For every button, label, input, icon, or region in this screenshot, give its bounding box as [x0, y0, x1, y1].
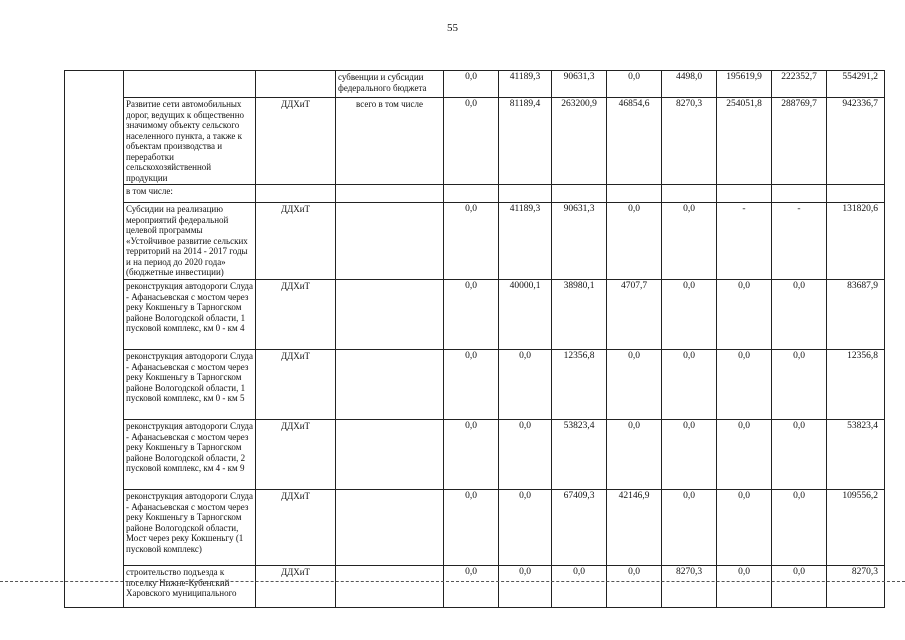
value-cell: 0,0: [772, 420, 827, 490]
value-cell: 0,0: [772, 566, 827, 608]
value-cell: 0,0: [499, 566, 552, 608]
value-cell: -: [772, 203, 827, 280]
description-cell: реконструкция автодороги Слуда - Афанасьевская с мостом через реку Кокшеньгу в Тарногском районе Вологодской области, 1 пусковой комплекс, км 0 - км 4: [124, 280, 256, 350]
value-cell: 4498,0: [662, 71, 717, 98]
value-cell: 0,0: [662, 420, 717, 490]
value-cell: 41189,3: [499, 203, 552, 280]
value-cell: 0,0: [717, 490, 772, 566]
description-cell: Развитие сети автомобильных дорог, ведущих к общественно значимому объекту сельского населенного пункта, а также к объектам производства и переработки сельскохозяйственной продукции: [124, 98, 256, 185]
value-cell: 0,0: [444, 420, 499, 490]
value-cell: 0,0: [717, 566, 772, 608]
funding-source-cell: субвенции и субсидии федерального бюджета: [336, 71, 444, 98]
value-cell: 0,0: [662, 350, 717, 420]
total-value-cell: [827, 185, 885, 203]
value-cell: -: [717, 203, 772, 280]
total-value-cell: 8270,3: [827, 566, 885, 608]
table-row: [65, 490, 885, 566]
value-cell: 0,0: [499, 420, 552, 490]
table-row: [65, 280, 885, 350]
funding-source-cell: [336, 280, 444, 350]
page-bottom-dashed-line: [0, 581, 905, 582]
value-cell: 222352,7: [772, 71, 827, 98]
table-row: [65, 203, 885, 280]
value-cell: 0,0: [607, 566, 662, 608]
value-cell: 0,0: [552, 566, 607, 608]
organization-cell: [256, 185, 336, 203]
table-row: [65, 98, 885, 185]
value-cell: [552, 185, 607, 203]
value-cell: 0,0: [772, 350, 827, 420]
table-row: [65, 185, 885, 203]
page-number: 55: [447, 22, 458, 34]
value-cell: 12356,8: [552, 350, 607, 420]
value-cell: [499, 185, 552, 203]
value-cell: 42146,9: [607, 490, 662, 566]
value-cell: [772, 185, 827, 203]
organization-cell: ДДХиТ: [256, 98, 336, 185]
organization-cell: ДДХиТ: [256, 203, 336, 280]
organization-cell: ДДХиТ: [256, 420, 336, 490]
value-cell: 90631,3: [552, 203, 607, 280]
value-cell: 0,0: [662, 280, 717, 350]
organization-cell: ДДХиТ: [256, 350, 336, 420]
value-cell: [444, 185, 499, 203]
funding-source-cell: [336, 203, 444, 280]
total-value-cell: 12356,8: [827, 350, 885, 420]
table-row: [65, 350, 885, 420]
total-value-cell: 942336,7: [827, 98, 885, 185]
value-cell: 53823,4: [552, 420, 607, 490]
value-cell: 81189,4: [499, 98, 552, 185]
value-cell: 8270,3: [662, 98, 717, 185]
value-cell: [607, 185, 662, 203]
value-cell: 0,0: [607, 420, 662, 490]
total-value-cell: 131820,6: [827, 203, 885, 280]
description-cell: реконструкция автодороги Слуда - Афанасьевская с мостом через реку Кокшеньгу в Тарногском районе Вологодской области, 1 пусковой комплекс, км 0 - км 5: [124, 350, 256, 420]
table-row: [65, 420, 885, 490]
value-cell: [717, 185, 772, 203]
organization-cell: [256, 71, 336, 98]
funding-source-cell: [336, 185, 444, 203]
total-value-cell: 83687,9: [827, 280, 885, 350]
value-cell: [662, 185, 717, 203]
funding-source-cell: всего в том числе: [336, 98, 444, 185]
value-cell: 0,0: [444, 490, 499, 566]
value-cell: 0,0: [499, 490, 552, 566]
total-value-cell: 109556,2: [827, 490, 885, 566]
value-cell: 67409,3: [552, 490, 607, 566]
value-cell: 90631,3: [552, 71, 607, 98]
organization-cell: ДДХиТ: [256, 490, 336, 566]
table-row: [65, 566, 885, 608]
value-cell: 46854,6: [607, 98, 662, 185]
value-cell: 195619,9: [717, 71, 772, 98]
total-value-cell: 554291,2: [827, 71, 885, 98]
value-cell: 8270,3: [662, 566, 717, 608]
value-cell: 0,0: [772, 490, 827, 566]
blank-column-cell: [65, 71, 124, 608]
value-cell: 0,0: [444, 203, 499, 280]
value-cell: 0,0: [662, 490, 717, 566]
value-cell: 0,0: [662, 203, 717, 280]
total-value-cell: 53823,4: [827, 420, 885, 490]
value-cell: 0,0: [444, 350, 499, 420]
funding-source-cell: [336, 490, 444, 566]
funding-source-cell: [336, 420, 444, 490]
organization-cell: ДДХиТ: [256, 566, 336, 608]
value-cell: 0,0: [717, 280, 772, 350]
description-cell: реконструкция автодороги Слуда - Афанасьевская с мостом через реку Кокшеньгу в Тарногском районе Вологодской области, Мост через реку Кокшеньгу (1 пусковой комплекс): [124, 490, 256, 566]
description-cell: строительство подъезда к поселку Нижне-Кубенский Харовского муниципального: [124, 566, 256, 608]
value-cell: 0,0: [444, 98, 499, 185]
value-cell: 0,0: [717, 350, 772, 420]
value-cell: 263200,9: [552, 98, 607, 185]
value-cell: 0,0: [607, 71, 662, 98]
value-cell: 0,0: [444, 566, 499, 608]
table-row: [65, 71, 885, 98]
value-cell: 0,0: [717, 420, 772, 490]
value-cell: 40000,1: [499, 280, 552, 350]
value-cell: 38980,1: [552, 280, 607, 350]
value-cell: 41189,3: [499, 71, 552, 98]
funding-source-cell: [336, 566, 444, 608]
value-cell: 0,0: [444, 71, 499, 98]
budget-table: [64, 70, 885, 608]
organization-cell: ДДХиТ: [256, 280, 336, 350]
value-cell: 288769,7: [772, 98, 827, 185]
description-cell: в том числе:: [124, 185, 256, 203]
value-cell: 0,0: [444, 280, 499, 350]
description-cell: [124, 71, 256, 98]
description-cell: Субсидии на реализацию мероприятий федеральной целевой программы «Устойчивое развитие сельских территорий на 2014 - 2017 годы и на период до 2020 года» (бюджетные инвестиции): [124, 203, 256, 280]
value-cell: 0,0: [607, 350, 662, 420]
value-cell: 254051,8: [717, 98, 772, 185]
value-cell: 0,0: [499, 350, 552, 420]
value-cell: 0,0: [607, 203, 662, 280]
funding-source-cell: [336, 350, 444, 420]
value-cell: 0,0: [772, 280, 827, 350]
value-cell: 4707,7: [607, 280, 662, 350]
description-cell: реконструкция автодороги Слуда - Афанасьевская с мостом через реку Кокшеньгу в Тарногском районе Вологодской области, 2 пусковой комплекс, км 4 - км 9: [124, 420, 256, 490]
